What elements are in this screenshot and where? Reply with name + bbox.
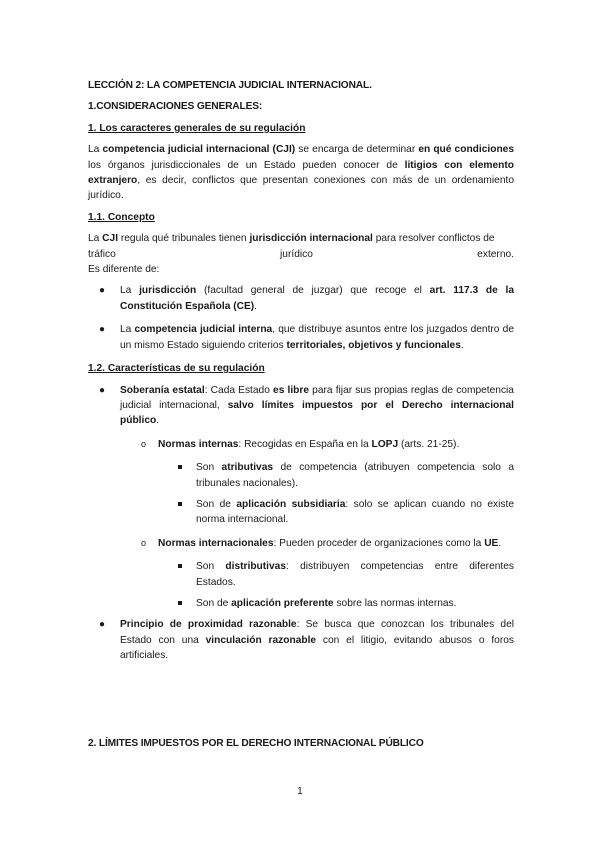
section-heading-limits: 2. LÍMITES IMPUESTOS POR EL DERECHO INTERNACIONAL PÚBLICO xyxy=(88,738,424,749)
concept-line-2: tráfico jurídico externo. xyxy=(88,248,514,260)
characteristics-list-2 xyxy=(88,617,514,663)
norms-list xyxy=(88,437,514,452)
list-item-soberania: ● Soberanía estatal: Cada Estado es libre para fijar sus propias reglas de competencia judicial internacional, salvo límites impuestos por el Derecho internacional público. xyxy=(99,384,514,427)
square-bullet-icon xyxy=(178,465,182,469)
square-bullet-icon xyxy=(178,601,182,605)
list-item: Son distributivas: distribuyen competencias entre diferentes Estados. xyxy=(88,559,514,590)
list-item-normas-internas: o Normas internas: Recogidas en España en la LOPJ (arts. 21-25). xyxy=(88,437,514,452)
concept-list xyxy=(88,283,514,353)
circle-bullet-icon: o xyxy=(141,537,147,548)
list-item: ● La jurisdicción (facultad general de juzgar) que recoge el art. 117.3 de la Constitución Española (CE). xyxy=(99,285,514,312)
characteristics-list xyxy=(88,383,514,429)
page-number: 1 xyxy=(297,786,303,797)
list-item-normas-internacionales: o Normas internacionales: Pueden proceder de organizaciones como la UE. xyxy=(88,536,514,551)
section-heading-general: 1.CONSIDERACIONES GENERALES: xyxy=(88,101,263,113)
paragraph-concept: La CJI regula qué tribunales tienen jurisdicción internacional para resolver conflictos de tráfico jurídico externo. Es diferente de: xyxy=(88,231,514,277)
circle-bullet-icon: o xyxy=(141,438,147,449)
lesson-title: LECCIÓN 2: LA COMPETENCIA JUDICIAL INTERNACIONAL. xyxy=(88,80,372,91)
list-item: Son atributivas de competencia (atribuyen competencia solo a tribunales nacionales). xyxy=(88,460,514,491)
internal-norms-sublist xyxy=(88,460,514,528)
list-item-proximidad: ● Principio de proximidad razonable: Se busca que conozcan los tribunales del Estado con una vinculación razonable con el litigio, evitando abusos o foros artificiales. xyxy=(99,619,514,662)
subheading-general-characters: 1. Los caracteres generales de su regulación xyxy=(88,122,306,134)
list-item: Son de aplicación preferente sobre las normas internas. xyxy=(88,596,514,611)
concept-line-3: Es diferente de: xyxy=(88,264,160,276)
square-bullet-icon xyxy=(178,564,182,568)
subheading-concept: 1.1. Concepto xyxy=(88,211,155,223)
bullet-icon: ● xyxy=(99,285,106,297)
bullet-icon: ● xyxy=(99,619,106,631)
square-bullet-icon xyxy=(178,502,182,506)
page-content xyxy=(88,78,514,672)
bullet-icon: ● xyxy=(99,324,106,336)
subheading-characteristics: 1.2. Características de su regulación xyxy=(88,363,265,375)
list-item: ● La competencia judicial interna, que distribuye asuntos entre los juzgados dentro de un mismo Estado siguiendo criterios territoriales, objetivos y funcionales. xyxy=(99,324,514,351)
bullet-icon: ● xyxy=(99,384,106,396)
norms-list-2 xyxy=(88,536,514,551)
paragraph-cji-definition: La competencia judicial internacional (CJI) se encarga de determinar en qué condiciones los órganos jurisdiccionales de un Estado pueden conocer de litigios con elemento extranjero, es decir, conflictos que presentan conexiones con más de un ordenamiento jurídico. xyxy=(88,144,514,202)
list-item: Son de aplicación subsidiaria: solo se aplican cuando no existe norma internacional. xyxy=(88,497,514,528)
international-norms-sublist xyxy=(88,559,514,611)
